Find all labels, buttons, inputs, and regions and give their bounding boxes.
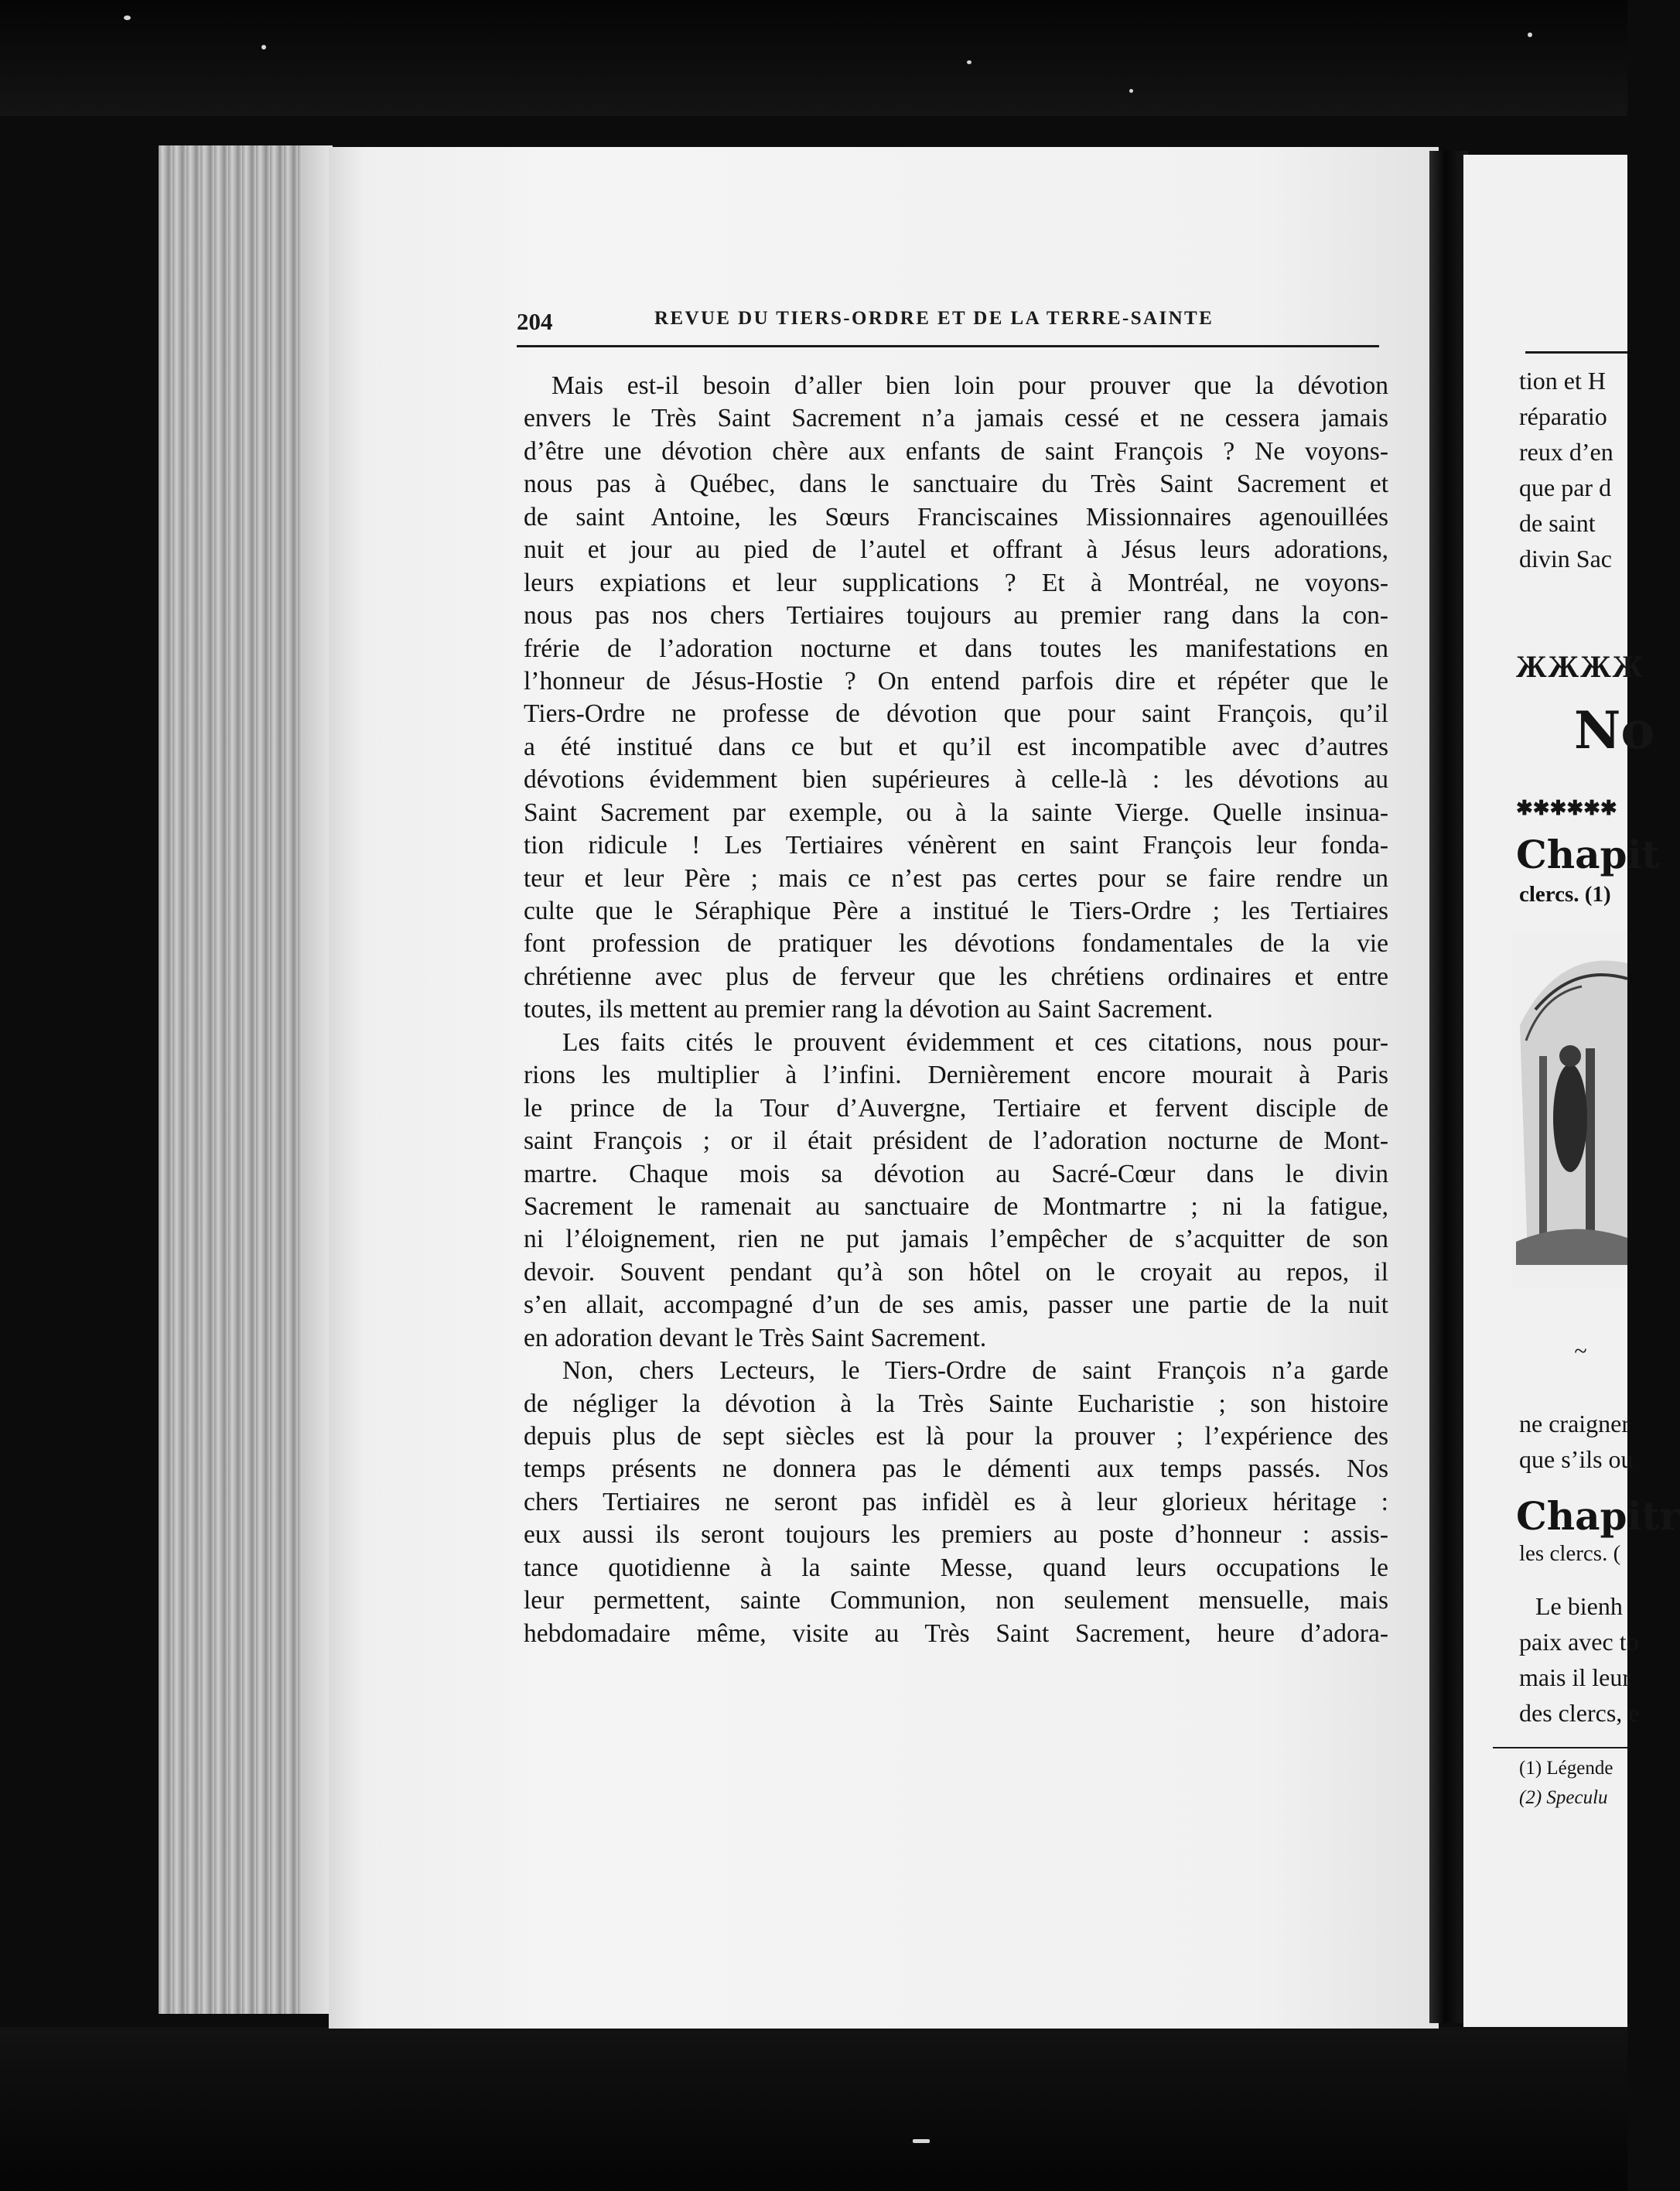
chapter-subtitle: clercs. (1) <box>1519 882 1611 907</box>
text-line: devoir. Souvent pendant qu’à son hôtel on le croyait au repos, il <box>524 1257 1388 1287</box>
footnote: (2) Speculu <box>1519 1787 1608 1808</box>
text-line: Non, chers Lecteurs, le Tiers-Ordre de saint François n’a garde <box>562 1356 1388 1386</box>
text-line: Saint Sacrement par exemple, ou à la sainte Vierge. Quelle insinua- <box>524 798 1388 827</box>
ornament-flourish: ~ <box>1574 1338 1587 1364</box>
right-text-line: que s’ils ou <box>1519 1445 1634 1473</box>
text-line: de négliger la dévotion à la Très Sainte Eucharistie ; son histoire <box>524 1389 1388 1418</box>
chapter-heading: Chapitr <box>1516 1493 1680 1539</box>
dust-speck <box>124 15 131 20</box>
text-line: leurs expiations et leur supplications ? Et à Montréal, ne voyons- <box>524 568 1388 597</box>
text-line: chers Tertiaires ne seront pas infidèl es à leur glorieux héritage : <box>524 1487 1388 1516</box>
text-line: a été institué dans ce but et qu’il est incompatible avec d’autres <box>524 732 1388 761</box>
dust-speck <box>261 45 266 50</box>
page-number: 204 <box>517 308 553 335</box>
section-heading: No <box>1574 700 1655 761</box>
film-border-bottom <box>0 2027 1627 2191</box>
text-line: leur permettent, sainte Communion, non seulement mensuelle, mais <box>524 1586 1388 1615</box>
text-line: tance quotidienne à la sainte Messe, quand leurs occupations le <box>524 1553 1388 1582</box>
text-line: nous pas à Québec, dans le sanctuaire du Très Saint Sacrement et <box>524 470 1388 499</box>
right-text-line: de saint <box>1519 509 1596 537</box>
text-line: depuis plus de sept siècles est là pour la prouver ; l’expérience des <box>524 1422 1388 1451</box>
right-text-line: réparatio <box>1519 402 1607 430</box>
text-line: de saint Antoine, les Sœurs Franciscaines Missionnaires agenouillées <box>524 502 1388 532</box>
text-line: martre. Chaque mois sa dévotion au Sacré-Cœur dans le divin <box>524 1159 1388 1188</box>
text-line: saint François ; or il était président de l’adoration nocturne de Mont- <box>524 1126 1388 1156</box>
text-line: eux aussi ils seront toujours les premiers au poste d’honneur : assis- <box>524 1520 1388 1550</box>
text-line: envers le Très Saint Sacrement n’a jamais cessé et ne cessera jamais <box>524 404 1388 433</box>
dust-speck <box>1129 89 1133 93</box>
text-line: frérie de l’adoration nocturne et dans toutes les manifestations en <box>524 634 1388 663</box>
text-line: font profession de pratiquer les dévotions fondamentales de la vie <box>524 929 1388 959</box>
text-line: toutes, ils mettent au premier rang la dévotion au Saint Sacrement. <box>524 995 1214 1024</box>
header-rule <box>517 345 1379 347</box>
dust-speck <box>967 60 971 64</box>
footnote-rule <box>1493 1747 1627 1748</box>
right-text-line: Le bienh <box>1535 1592 1623 1620</box>
text-line: hebdomadaire même, visite au Très Saint Sacrement, heure d’adora- <box>524 1618 1388 1648</box>
ornament-row: ✱✱✱✱✱✱ <box>1516 797 1617 819</box>
footnote: (1) Légende <box>1519 1758 1613 1779</box>
text-line: Sacrement le ramenait au sanctuaire de Montmartre ; ni la fatigue, <box>524 1191 1388 1221</box>
text-line: d’être une dévotion chère aux enfants de saint François ? Ne voyons- <box>524 436 1388 466</box>
text-line: Les faits cités le prouvent évidemment et ces citations, nous pour- <box>562 1027 1388 1057</box>
chapter-heading: Chapit <box>1516 832 1660 877</box>
right-text-line: ne craigner <box>1519 1410 1630 1437</box>
text-line: nuit et jour au pied de l’autel et offrant à Jésus leurs adorations, <box>524 535 1388 565</box>
right-text-line: mais il leur <box>1519 1663 1630 1691</box>
right-text-line: reux d’en <box>1519 438 1613 466</box>
film-border-top <box>0 0 1627 116</box>
text-line: dévotions évidemment bien supérieures à celle-là : les dévotions au <box>524 765 1388 795</box>
text-line: s’en allait, accompagné d’un de ses amis, passer une partie de la nuit <box>524 1290 1388 1320</box>
text-line: ni l’éloignement, rien ne put jamais l’empêcher de s’acquitter de son <box>524 1225 1388 1254</box>
text-line: rions les multiplier à l’infini. Dernièrement encore mourait à Paris <box>524 1061 1388 1090</box>
ornament-band: ЖЖЖЖ <box>1516 649 1645 684</box>
text-line: teur et leur Père ; mais ce n’est pas certes pour se faire rendre un <box>524 863 1388 893</box>
book-page-edges <box>159 145 333 2014</box>
right-text-line: divin Sac <box>1519 545 1612 573</box>
text-line: Mais est-il besoin d’aller bien loin pour prouver que la dévotion <box>551 371 1388 400</box>
chapter-subtitle: les clercs. ( <box>1519 1541 1621 1566</box>
dust-speck <box>1528 32 1532 37</box>
text-line: nous pas nos chers Tertiaires toujours au premier rang dans la con- <box>524 601 1388 631</box>
engraving-illustration <box>1512 932 1627 1288</box>
text-line: en adoration devant le Très Saint Sacrement. <box>524 1323 987 1352</box>
text-line: chrétienne avec plus de ferveur que les chrétiens ordinaires et entre <box>524 962 1388 991</box>
running-head <box>517 302 1379 348</box>
right-text-line: paix avec to <box>1519 1628 1639 1656</box>
book-gutter <box>1429 151 1468 2023</box>
right-text-line: que par d <box>1519 473 1612 501</box>
article-body <box>524 370 1388 1650</box>
text-line: le prince de la Tour d’Auvergne, Tertiaire et fervent disciple de <box>524 1093 1388 1123</box>
text-line: tion ridicule ! Les Tertiaires vénèrent en saint François leur fonda- <box>524 831 1388 860</box>
text-line: temps présents ne donnera pas le démenti aux temps passés. Nos <box>524 1454 1388 1484</box>
text-line: Tiers-Ordre ne professe de dévotion que pour saint François, qu’il <box>524 699 1388 729</box>
dust-speck <box>913 2139 930 2143</box>
text-line: culte que le Séraphique Père a institué le Tiers-Ordre ; les Tertiaires <box>524 897 1388 925</box>
right-text-line: tion et H <box>1519 367 1606 395</box>
running-title: REVUE DU TIERS-ORDRE ET DE LA TERRE-SAINTE <box>654 308 1214 329</box>
right-header-rule <box>1525 351 1627 354</box>
text-line: l’honneur de Jésus-Hostie ? On entend parfois dire et répéter que le <box>524 666 1388 696</box>
right-text-line: des clercs, e <box>1519 1699 1640 1727</box>
